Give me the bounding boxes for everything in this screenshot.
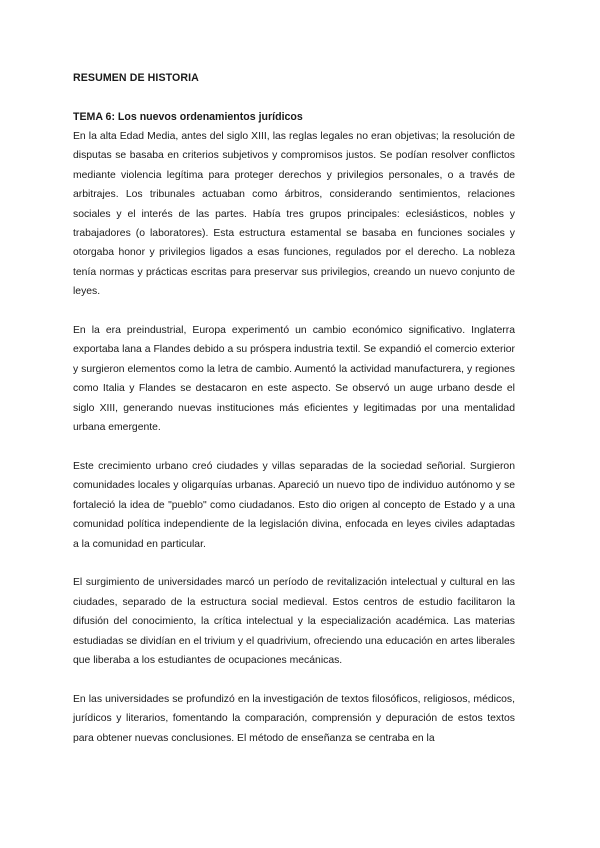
paragraph-3: Este crecimiento urbano creó ciudades y villas separadas de la sociedad señorial. Surgieron comunidades locales y oligarquías urbanas. Apareció un nuevo tipo de individuo autónomo y se fortaleció la idea de "pueblo" como ciudadanos. Esto dio origen al concepto de Estado y a una comunidad política independiente de la legislación divina, enfocada en leyes civiles adaptadas a la comunidad en particular.	[73, 460, 515, 550]
section-title: TEMA 6: Los nuevos ordenamientos jurídicos	[73, 111, 303, 123]
paragraph-2: En la era preindustrial, Europa experimentó un cambio económico significativo. Inglaterra exportaba lana a Flandes debido a su próspera industria textil. Se expandió el comercio exterior y surgieron elementos como la letra de cambio. Aumentó la actividad manufacturera, y regiones como Italia y Flandes se destacaron en este aspecto. Se observó un auge urbano desde el siglo XIII, generando nuevas instituciones más eficientes y legitimadas por una mentalidad urbana emergente.	[73, 325, 515, 434]
paragraph-4: El surgimiento de universidades marcó un período de revitalización intelectual y cultural en las ciudades, separado de la estructura social medieval. Estos centros de estudio facilitaron la difusión del conocimiento, la crítica intelectual y la especialización académica. Las materias estudiadas se dividían en el trivium y el quadrivium, ofreciendo una educación en artes liberales que liberaba a los estudiantes de ocupaciones mecánicas.	[73, 577, 515, 666]
document-page	[73, 68, 515, 748]
paragraph-5: En las universidades se profundizó en la investigación de textos filosóficos, religiosos, médicos, jurídicos y literarios, fomentando la comparación, comprensión y depuración de estos textos para obtener nuevas conclusiones. El método de enseñanza se centraba en la	[73, 693, 515, 744]
document-title: RESUMEN DE HISTORIA	[73, 72, 199, 84]
paragraph-1: En la alta Edad Media, antes del siglo XIII, las reglas legales no eran objetivas; la resolución de disputas se basaba en criterios subjetivos y compromisos justos. Se podían resolver conflictos mediante violencia legítima para proteger derechos y privilegios personales, o a través de arbitrajes. Los tribunales actuaban como árbitros, considerando sentimientos, relaciones sociales y el interés de las partes. Había tres grupos principales: eclesiásticos, nobles y trabajadores (o laboratores). Esta estructura estamental se basaba en funciones sociales y otorgaba honor y privilegios ligados a esas funciones, regulados por el derecho. La nobleza tenía normas y prácticas escritas para preservar sus privilegios, creando un nuevo conjunto de leyes.	[73, 131, 515, 298]
